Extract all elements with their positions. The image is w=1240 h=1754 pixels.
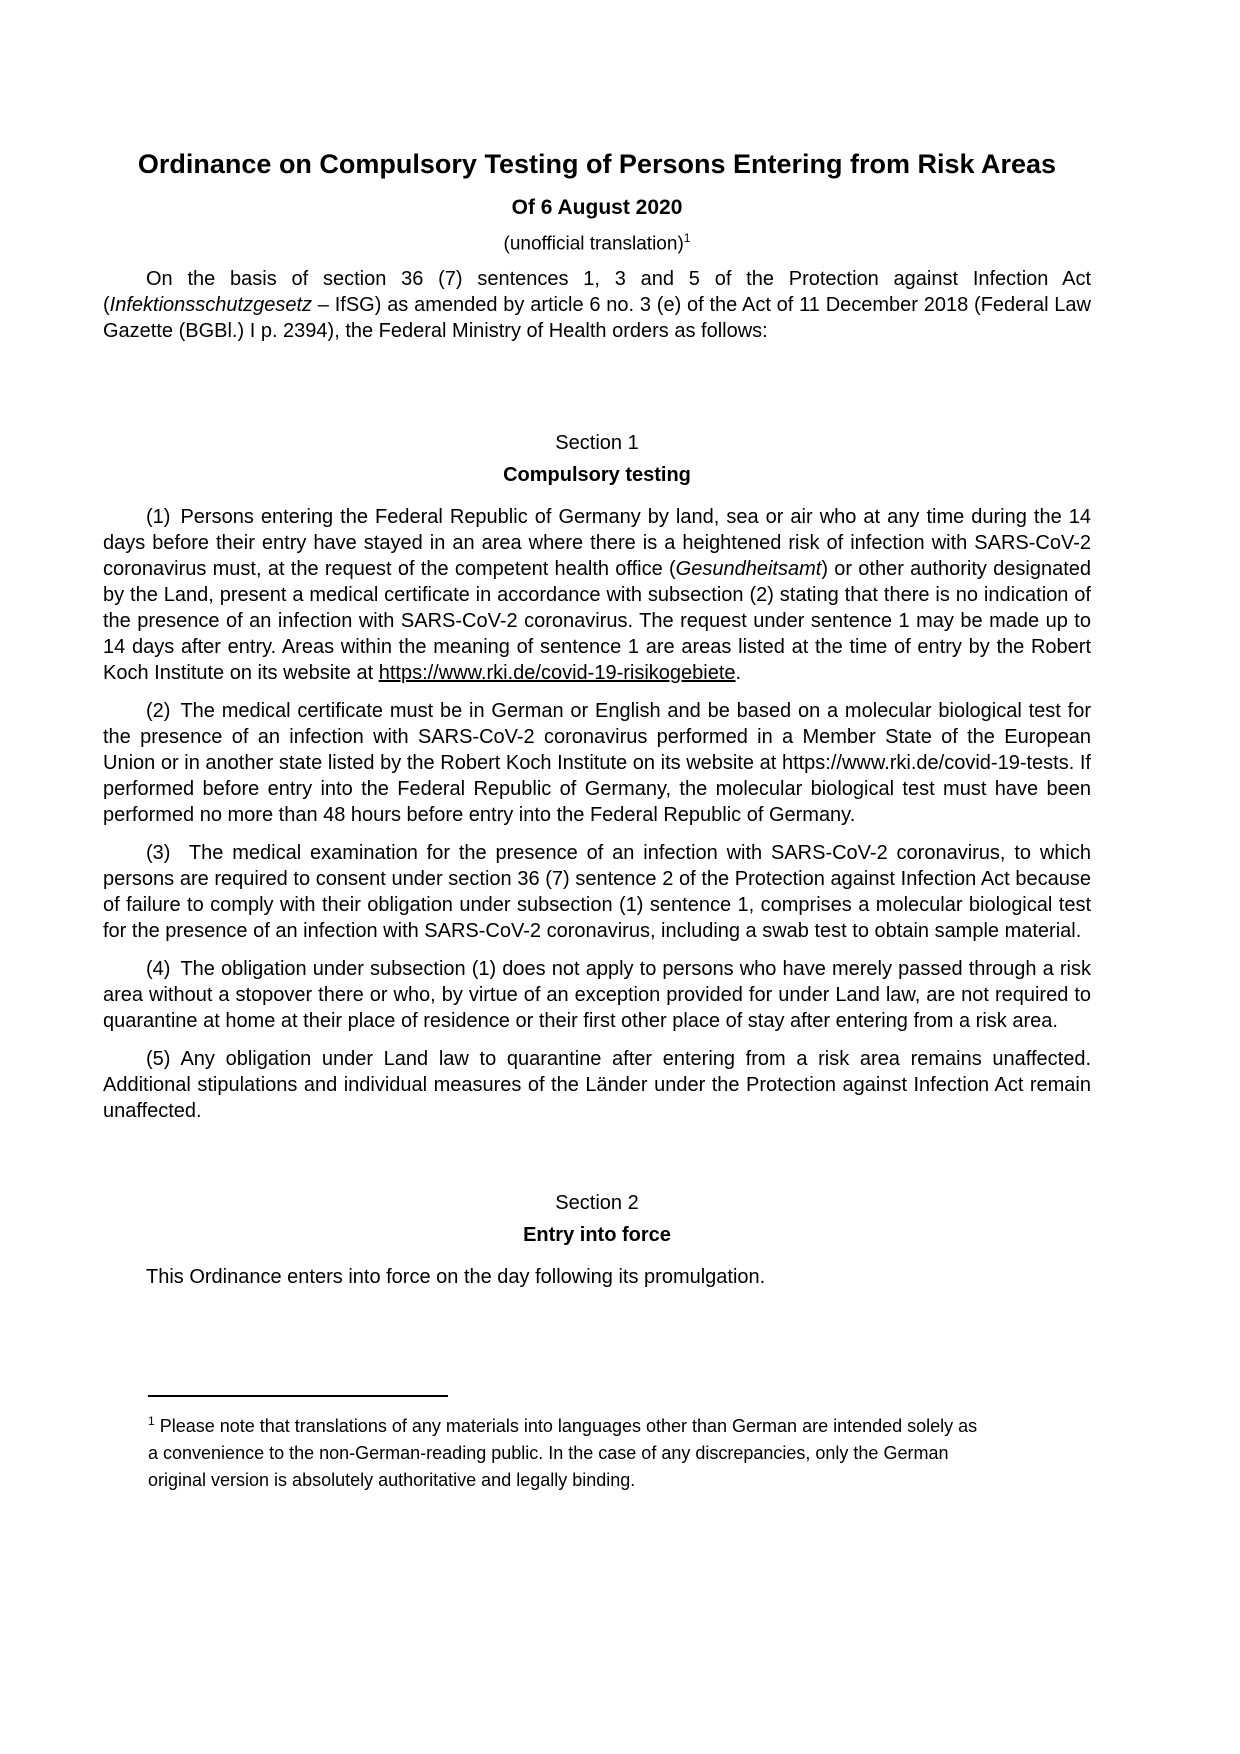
paragraph-4: (4) The obligation under subsection (1) does not apply to persons who have merely passed through a risk area without a stopover there or who, by virtue of an exception provided for under Land law, are not required to quarantine at home at their place of residence or their first other place of stay after entering from a risk area. [103, 958, 1091, 1033]
paragraph-2: (2) The medical certificate must be in German or English and be based on a molecular biological test for the presence of an infection with SARS-CoV-2 coronavirus performed in a Member State of the European Union or in another state listed by the Robert Koch Institute on its website at https://www.rki.de/covid-19-tests. If performed before entry into the Federal Republic of Germany, the molecular biological test must have been performed no more than 48 hours before entry into the Federal Republic of Germany. [103, 700, 1091, 827]
section-1-subheading: Compulsory testing [503, 464, 691, 487]
preamble-paragraph [103, 266, 1091, 344]
paragraph-1-text-middle: ) or other authority designated by the Land, present a medical certificate in accordance with subsection (2) stating that there is no indication of the presence of an infection with SARS-CoV-2 coronavirus. The request under sentence 1 may be made up to 14 days after entry. Areas within the meaning of sentence 1 are areas listed at the time of entry by the Robert Koch Institute on its website at [103, 558, 1092, 685]
footnote-marker: 1 [148, 1414, 155, 1429]
entry-into-force-paragraph: This Ordinance enters into force on the day following its promulgation. [146, 1266, 766, 1289]
translation-note-text: (unofficial translation) [503, 233, 684, 255]
footnote-body [148, 1408, 978, 1494]
translation-note [103, 228, 1091, 254]
preamble-italic-term: Infektionsschutzgesetz [109, 294, 313, 317]
paragraph-1-text-end: . [735, 662, 742, 685]
rki-risk-areas-link[interactable]: https://www.rki.de/covid-19-risikogebiete [378, 662, 736, 685]
section-2-subheading: Entry into force [523, 1224, 671, 1247]
footnote-reference-marker: 1 [683, 231, 691, 245]
paragraph-1-italic-term: Gesundheitsamt [675, 558, 822, 581]
document-title: Ordinance on Compulsory Testing of Persons Entering from Risk Areas [137, 149, 1057, 179]
footnote-text: Please note that translations of any materials into languages other than German are intended solely as a convenience to the non-German-reading public. In the case of any discrepancies, only the German original version is absolutely authoritative and legally binding. [148, 1416, 978, 1491]
paragraph-1 [103, 504, 1091, 686]
footnote-separator [148, 1395, 448, 1397]
date-line: Of 6 August 2020 [511, 196, 683, 219]
section-1-heading: Section 1 [555, 432, 639, 455]
paragraph-5: (5) Any obligation under Land law to quarantine after entering from a risk area remains unaffected. Additional stipulations and individual measures of the Länder under the Protection against Infection Act remain unaffected. [103, 1048, 1091, 1123]
paragraph-3: (3) The medical examination for the presence of an infection with SARS-CoV-2 coronavirus, to which persons are required to consent under section 36 (7) sentence 2 of the Protection against Infection Act because of failure to comply with their obligation under subsection (1) sentence 1, comprises a molecular biological test for the presence of an infection with SARS-CoV-2 coronavirus, including a swab test to obtain sample material. [103, 842, 1091, 943]
paragraph-1-text-start: (1) Persons entering the Federal Republic of Germany by land, sea or air who at any time during the 14 days before their entry have stayed in an area where there is a heightened risk of infection with SARS-CoV-2 coronavirus must, at the request of the competent health office ( [103, 506, 1091, 581]
preamble-text-after: – IfSG) as amended by article 6 no. 3 (e) of the Act of 11 December 2018 (Federal Law Gazette (BGBl.) I p. 2394), the Federal Ministry of Health orders as follows: [103, 294, 1091, 343]
section-2-heading: Section 2 [555, 1192, 639, 1215]
preamble-text-before: On the basis of section 36 (7) sentences 1, 3 and 5 of the Protection against Infection Act ( [103, 268, 1091, 317]
footnote [148, 1395, 978, 1494]
